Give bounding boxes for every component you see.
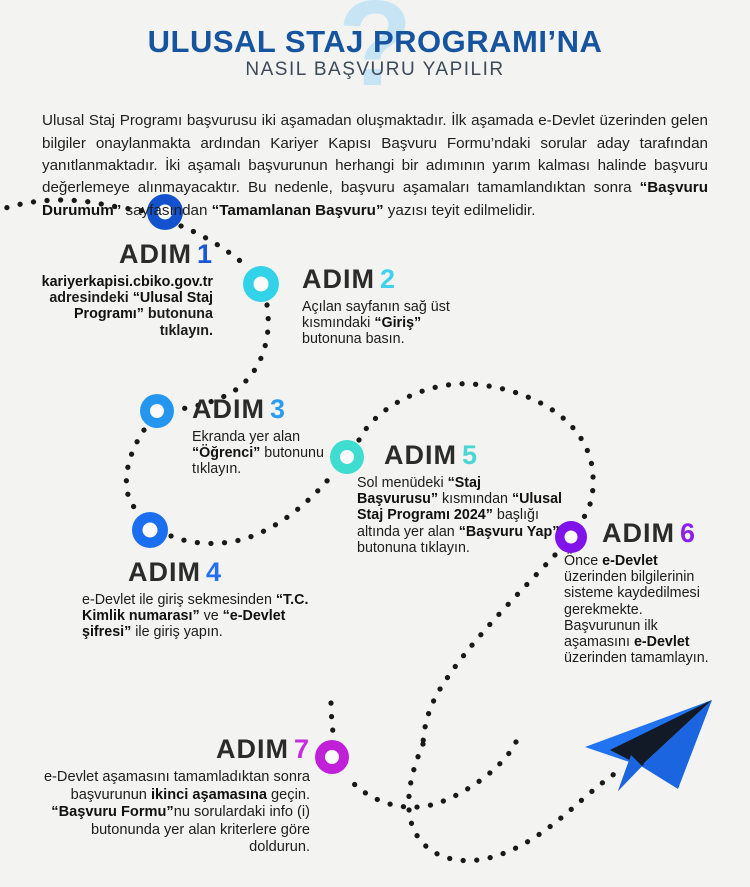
dotted-path-segment (171, 474, 333, 543)
dotted-path-segment (409, 744, 617, 861)
page-subtitle: NASIL BAŞVURU YAPILIR (245, 59, 505, 80)
question-mark-decoration: ? (337, 0, 413, 111)
step-7-number: 7 (293, 734, 310, 764)
step-5-label: ADIM (384, 440, 457, 470)
step-3-label: ADIM (192, 394, 265, 424)
step-3-marker (140, 394, 174, 428)
step-7-heading (35, 736, 310, 763)
step-5-description: Sol menüdeki “Staj Başvurusu” kısmından “Ulusal Staj Programı 2024” başlığı altında yer alan “Başvuru Yap” butonuna tıklayın. (357, 475, 563, 556)
step-6-block (564, 520, 718, 666)
step-3-block (192, 396, 332, 478)
step-4-description: e-Devlet ile giriş sekmesinden “T.C. Kimlik numarası” ve “e-Devlet şifresi” ile giriş yapın. (82, 592, 309, 641)
step-2-description: Açılan sayfanın sağ üst kısmındaki “Giriş” butonuna basın. (302, 299, 450, 348)
step-3-description: Ekranda yer alan “Öğrenci” butonunu tıklayın. (192, 429, 324, 478)
step-5-heading (357, 442, 565, 469)
step-2-block (302, 266, 454, 348)
step-7-description: e-Devlet aşamasını tamamladıktan sonra başvurunun ikinci aşamasına geçin. “Başvuru Formu”nu sorulardaki info (i) butonunda yer alan kriterlere göre doldurun. (43, 769, 310, 856)
step-3-heading (192, 396, 332, 423)
step-4-block (82, 559, 334, 641)
step-6-label: ADIM (602, 518, 675, 548)
step-5-number: 5 (462, 440, 479, 470)
step-2-heading (302, 266, 454, 293)
step-4-marker (132, 512, 168, 548)
step-6-description: Önce e-Devlet üzerinden bilgilerinin sisteme kaydedilmesi gerekmekte. Başvurunun ilk aşamasını e-Devlet üzerinden tamamlayın. (564, 553, 709, 667)
step-2-number: 2 (380, 264, 397, 294)
intro-paragraph: Ulusal Staj Programı başvurusu iki aşamadan oluşmaktadır. İlk aşamada e-Devlet üzerinden gelen bilgiler onaylanmakta ardından Kariyer Kapısı Başvuru Formu’ndaki sorular aday tarafından yanıtlanmaktadır. İki aşamalı başvurunun herhangi bir adımının yarım kalması halinde başvuru değerlemeye alınmayacaktır. Bu nedenle, başvuru aşamaları tamamlandıktan sonra “Başvuru Durumum” sayfasından “Tamamlanan Başvuru” yazısı teyit edilmelidir. (42, 112, 708, 219)
step-4-label: ADIM (128, 557, 201, 587)
step-4-heading (82, 559, 334, 586)
step-1-description: kariyerkapisi.cbiko.gov.tr adresindeki “Ulusal Staj Programı” butonuna tıklayın. (41, 274, 213, 339)
dotted-path-segment (423, 555, 555, 744)
step-5-block (357, 442, 565, 556)
paper-plane-icon (585, 700, 712, 791)
step-7-label: ADIM (215, 734, 289, 764)
page-title: ULUSAL STAJ PROGRAMI’NA (147, 24, 603, 59)
step-1-label: ADIM (118, 239, 192, 269)
dotted-path-segment (126, 430, 144, 515)
step-1-heading (20, 241, 213, 268)
step-2-marker (243, 266, 279, 302)
step-1-number: 1 (196, 239, 213, 269)
step-6-heading (564, 520, 718, 547)
dotted-path-segment (331, 703, 333, 733)
step-7-block (35, 736, 310, 857)
step-2-label: ADIM (302, 264, 375, 294)
step-3-number: 3 (270, 394, 287, 424)
dotted-path-segment (352, 742, 516, 807)
step-4-number: 4 (206, 557, 223, 587)
step-1-block (20, 241, 213, 339)
step-6-number: 6 (680, 518, 697, 548)
step-7-marker (315, 740, 349, 774)
